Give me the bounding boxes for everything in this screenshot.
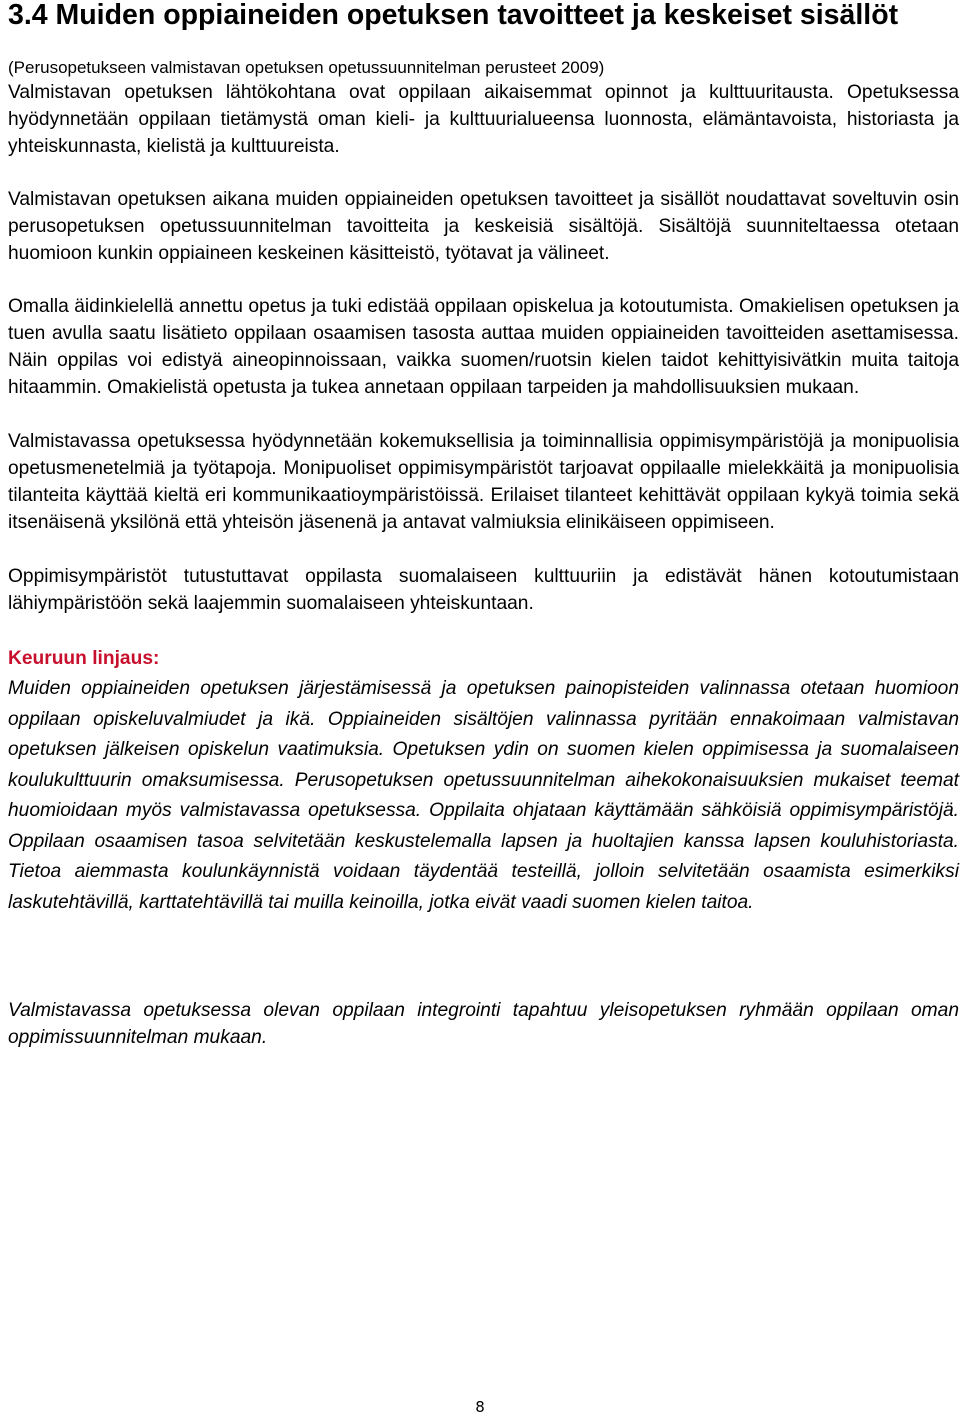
- policy-heading: Keuruun linjaus:: [8, 648, 160, 669]
- document-page: [8, 0, 959, 1051]
- paragraph-learning-environments: Valmistavassa opetuksessa hyödynnetään kokemuksellisia ja toiminnallisia oppimisympäristöjä ja monipuolisia opetusmenetelmiä ja työtapoja. Monipuoliset oppimisympäristöt tarjoavat oppilaalle mielekkäitä ja monipuolisia tilanteita käyttää kieltä eri kommunikaatioympäristöissä. Erilaiset tilanteet kehittävät oppilaan kykyä toimia sekä itsenäisenä yksilönä että yhteisön jäsenenä ja antavat valmiuksia elinikäiseen oppimiseen.: [8, 431, 959, 533]
- section-heading: 3.4 Muiden oppiaineiden opetuksen tavoitteet ja keskeiset sisällöt: [8, 0, 899, 31]
- policy-closing: Valmistavassa opetuksessa olevan oppilaan integrointi tapahtuu yleisopetuksen ryhmään oppilaan oman oppimissuunnitelman mukaan.: [8, 1000, 959, 1048]
- paragraph-mother-tongue: Omalla äidinkielellä annettu opetus ja tuki edistää oppilaan opiskelua ja kotoutumista. Omakielisen opetuksen ja tuen avulla saatu lisätieto oppilaan osaamisen tasosta auttaa muiden oppiaineiden tavoitteiden asettamisessa. Näin oppilas voi edistyä aineopinnoissaan, vaikka suomen/ruotsin kielen taidot kehittyisivätkin muita taitoja hitaammin. Omakielistä opetusta ja tukea annetaan oppilaan tarpeiden ja mahdollisuuksien mukaan.: [8, 296, 959, 398]
- paragraph-goals: Valmistavan opetuksen aikana muiden oppiaineiden opetuksen tavoitteet ja sisällöt noudattavat soveltuvin osin perusopetuksen opetussuunnitelman tavoitteita ja keskeisiä sisältöjä. Sisältöjä suunniteltaessa otetaan huomioon kunkin oppiaineen keskeinen käsitteistö, työtavat ja välineet.: [8, 189, 959, 264]
- page-number: 8: [475, 1398, 485, 1416]
- source-note: (Perusopetukseen valmistavan opetuksen opetussuunnitelman perusteet 2009): [8, 58, 605, 77]
- paragraph-background: Valmistavan opetuksen lähtökohtana ovat oppilaan aikaisemmat opinnot ja kulttuuritausta. Opetuksessa hyödynnetään oppilaan tietämystä oman kieli- ja kulttuurialueensa luonnosta, elämäntavoista, historiasta ja yhteiskunnasta, kielistä ja kulttuureista.: [8, 82, 959, 157]
- paragraph-integration: Oppimisympäristöt tutustuttavat oppilasta suomalaiseen kulttuuriin ja edistävät hänen kotoutumistaan lähiympäristöön sekä laajemmin suomalaiseen yhteiskuntaan.: [8, 566, 959, 614]
- policy-text: Muiden oppiaineiden opetuksen järjestämisessä ja opetuksen painopisteiden valinnassa otetaan huomioon oppilaan opiskeluvalmiudet ja ikä. Oppiaineiden sisältöjen valinnassa pyritään ennakoimaan valmistavan opetuksen jälkeisen opiskelun vaatimuksia. Opetuksen ydin on suomen kielen oppimisessa ja suomalaiseen koulukulttuurin omaksumisessa. Perusopetuksen opetussuunnitelman aihekokonaisuuksien mukaiset teemat huomioidaan myös valmistavassa opetuksessa. Oppilaita ohjataan käyttämään sähköisiä oppimisympäristöjä. Oppilaan osaamisen tasoa selvitetään keskustelemalla lapsen ja huoltajien kanssa lapsen kouluhistoriasta. Tietoa aiemmasta koulunkäynnistä voidaan täydentää testeillä, jolloin selvitetään osaamista esimerkiksi laskutehtävillä, karttatehtävillä tai muilla keinoilla, jotka eivät vaadi suomen kielen taitoa.: [8, 678, 959, 913]
